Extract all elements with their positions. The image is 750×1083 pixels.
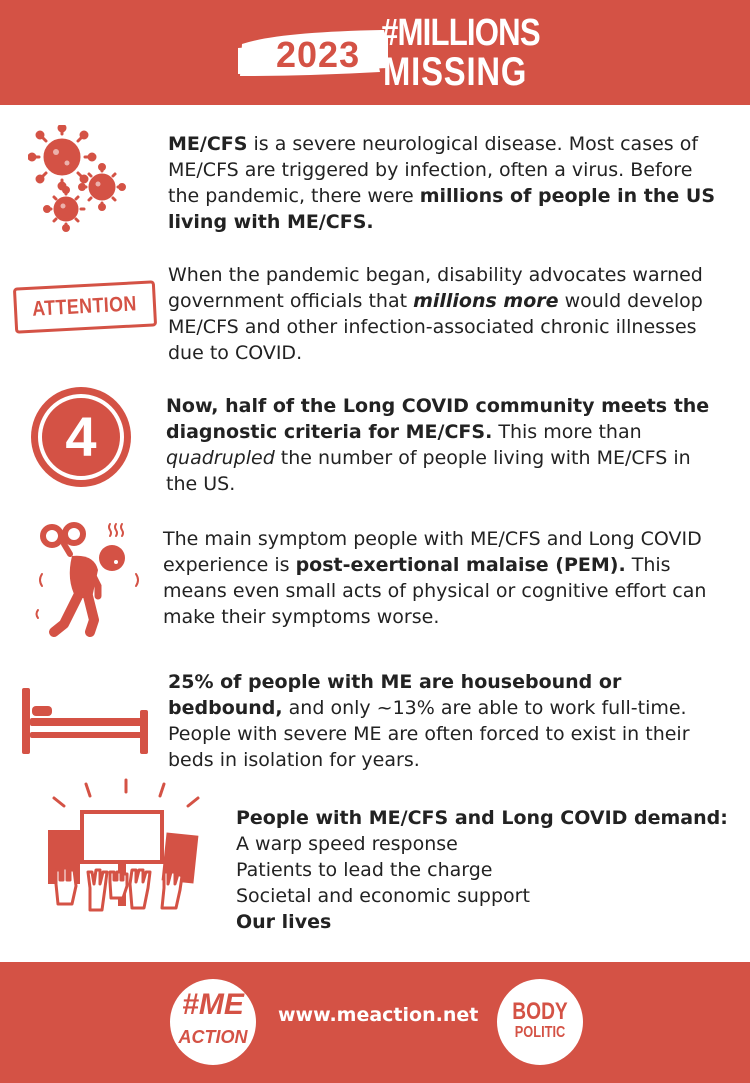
body-politic-logo[interactable] [497, 979, 583, 1065]
virus-icon [28, 125, 128, 233]
bed-icon [22, 688, 148, 754]
text-run: When the pandemic began, disability advocates warned government officials that [168, 264, 703, 312]
footer-banner [0, 962, 750, 1083]
demand-item: Societal and economic support [236, 885, 530, 907]
text-run: Now, half of the Long COVID community meets the diagnostic criteria for ME/CFS. [166, 395, 710, 443]
logo-title-line1: #MILLIONS [381, 12, 540, 54]
section-demands [236, 805, 736, 935]
text-run: This means even small acts of physical or cognitive effort can make their symptoms worse. [163, 554, 707, 628]
attention-stamp [13, 280, 157, 333]
section-long-covid-criteria [166, 393, 726, 497]
header-banner [0, 0, 750, 105]
text-run: The main symptom people with ME/CFS and Long COVID experience is [163, 528, 702, 576]
logo-title-line2: MISSING [383, 50, 528, 94]
demands-list [236, 831, 736, 935]
text-run: millions of people in the US living with ME/CFS. [168, 185, 716, 233]
demand-item: Patients to lead the charge [236, 859, 493, 881]
text-run: would develop ME/CFS and other infection-associated chronic illnesses due to COVID. [168, 290, 703, 364]
attention-stamp-label: ATTENTION [32, 292, 138, 321]
section-pem [163, 526, 728, 630]
text-run: This more than [492, 421, 642, 443]
text-run: and only ~13% are able to work full-time. People with severe ME are often forced to exist in their beds in isolation for years. [168, 697, 690, 771]
section-ms-cfs-intro [168, 131, 728, 235]
demand-item: Our lives [236, 911, 332, 933]
text-run: ME/CFS [168, 133, 248, 155]
text-run: the number of people living with ME/CFS in the US. [166, 447, 691, 495]
demands-heading: People with ME/CFS and Long COVID demand: [236, 807, 728, 829]
meaction-logo-line1: #ME [182, 988, 244, 1021]
protest-icon [46, 778, 206, 920]
meaction-url-link[interactable]: www.meaction.net [278, 1004, 479, 1026]
section-housebound [168, 669, 728, 773]
body-politic-logo-line1: BODY [512, 998, 568, 1025]
meaction-logo-line2: ACTION [178, 1027, 248, 1047]
section-pandemic-warning [168, 262, 733, 366]
text-run: is a severe neurological disease. Most cases of ME/CFS are triggered by infection, often a virus. Before the pandemic, there were [168, 133, 699, 207]
number-four-label: 4 [65, 405, 97, 468]
meaction-logo[interactable] [170, 979, 256, 1065]
number-four-icon [30, 386, 132, 488]
text-run: post-exertional malaise (PEM). [295, 554, 626, 576]
millions-missing-logo [238, 12, 540, 94]
text-run: millions more [413, 290, 559, 312]
demand-item: A warp speed response [236, 833, 458, 855]
text-run: quadrupled [166, 447, 275, 469]
exhausted-person-icon [32, 520, 144, 640]
body-politic-logo-line2: POLITIC [514, 1024, 566, 1041]
logo-year: 2023 [276, 34, 361, 75]
text-run: 25% of people with ME are housebound or bedbound, [168, 671, 622, 719]
